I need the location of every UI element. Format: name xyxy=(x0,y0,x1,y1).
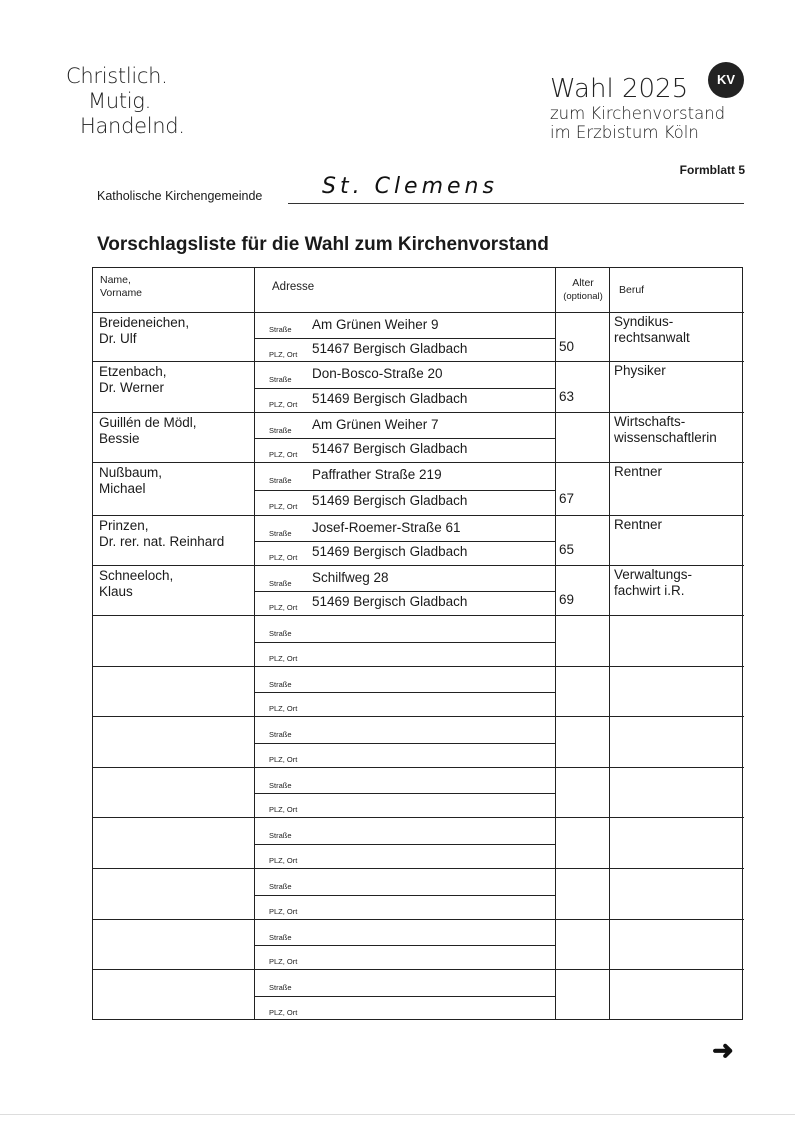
row-divider xyxy=(93,666,744,667)
candidate-job[interactable]: rechtsanwalt xyxy=(614,330,690,345)
city-label: PLZ, Ort xyxy=(269,400,298,409)
street-value[interactable]: Am Grünen Weiher 7 xyxy=(312,417,439,432)
street-label: Straße xyxy=(269,882,292,891)
slogan-line: Christlich. xyxy=(66,64,168,88)
form-number: Formblatt 5 xyxy=(679,163,745,177)
candidate-age[interactable]: 67 xyxy=(559,491,575,506)
candidate-age[interactable]: 69 xyxy=(559,592,575,607)
candidate-firstname[interactable]: Dr. Werner xyxy=(99,380,165,395)
city-value[interactable]: 51469 Bergisch Gladbach xyxy=(312,391,468,406)
election-title: Wahl 2025 xyxy=(550,74,689,104)
candidate-job[interactable]: Verwaltungs- xyxy=(614,567,693,582)
candidate-name[interactable]: Nußbaum, xyxy=(99,465,163,480)
street-label: Straße xyxy=(269,529,292,538)
address-divider xyxy=(254,692,555,693)
street-label: Straße xyxy=(269,933,292,942)
candidate-age[interactable]: 65 xyxy=(559,542,575,557)
street-label: Straße xyxy=(269,831,292,840)
header-name xyxy=(100,274,142,300)
street-value[interactable]: Schilfweg 28 xyxy=(312,570,389,585)
street-value[interactable]: Am Grünen Weiher 9 xyxy=(312,317,439,332)
city-value[interactable]: 51469 Bergisch Gladbach xyxy=(312,594,468,609)
header-name-line: Name, xyxy=(100,274,131,286)
candidate-firstname[interactable]: Bessie xyxy=(99,431,140,446)
city-label: PLZ, Ort xyxy=(269,502,298,511)
city-label: PLZ, Ort xyxy=(269,603,298,612)
address-divider xyxy=(254,490,555,491)
address-divider xyxy=(254,591,555,592)
election-logo xyxy=(550,74,725,142)
candidate-job[interactable]: Rentner xyxy=(614,517,663,532)
row-divider xyxy=(93,515,744,516)
header-name-line: Vorname xyxy=(100,287,143,299)
row-divider xyxy=(93,462,744,463)
row-divider xyxy=(93,716,744,717)
column-divider xyxy=(609,268,610,1019)
city-value[interactable]: 51469 Bergisch Gladbach xyxy=(312,544,468,559)
header-age-line: Alter xyxy=(572,277,594,289)
row-divider xyxy=(93,412,744,413)
street-label: Straße xyxy=(269,983,292,992)
header-age-line: (optional) xyxy=(563,291,603,302)
city-label: PLZ, Ort xyxy=(269,450,298,459)
city-label: PLZ, Ort xyxy=(269,1008,298,1017)
street-value[interactable]: Josef-Roemer-Straße 61 xyxy=(312,520,461,535)
city-label: PLZ, Ort xyxy=(269,805,298,814)
address-divider xyxy=(254,338,555,339)
candidate-job[interactable]: Wirtschafts- xyxy=(614,414,686,429)
header-age xyxy=(563,277,603,303)
street-label: Straße xyxy=(269,781,292,790)
row-divider xyxy=(93,565,744,566)
parish-label: Katholische Kirchengemeinde xyxy=(97,189,263,203)
parish-name-handwritten[interactable]: St. Clemens xyxy=(322,174,498,199)
row-divider xyxy=(93,615,744,616)
parish-underline xyxy=(288,203,744,204)
street-label: Straße xyxy=(269,730,292,739)
street-label: Straße xyxy=(269,579,292,588)
street-value[interactable]: Paffrather Straße 219 xyxy=(312,467,442,482)
candidate-firstname[interactable]: Dr. rer. nat. Reinhard xyxy=(99,534,225,549)
slogan-line: Handelnd. xyxy=(80,114,185,138)
row-divider xyxy=(93,919,744,920)
address-divider xyxy=(254,793,555,794)
slogan xyxy=(66,64,185,139)
city-label: PLZ, Ort xyxy=(269,856,298,865)
street-label: Straße xyxy=(269,680,292,689)
city-value[interactable]: 51467 Bergisch Gladbach xyxy=(312,441,468,456)
row-divider xyxy=(93,868,744,869)
page-title: Vorschlagsliste für die Wahl zum Kirchenvorstand xyxy=(97,234,549,255)
address-divider xyxy=(254,996,555,997)
kv-badge: KV xyxy=(708,62,744,98)
city-label: PLZ, Ort xyxy=(269,350,298,359)
row-divider xyxy=(93,969,744,970)
candidate-job[interactable]: Rentner xyxy=(614,464,663,479)
street-label: Straße xyxy=(269,325,292,334)
row-divider xyxy=(93,767,744,768)
candidate-name[interactable]: Etzenbach, xyxy=(99,364,167,379)
address-divider xyxy=(254,388,555,389)
candidate-name[interactable]: Prinzen, xyxy=(99,518,149,533)
candidate-age[interactable]: 50 xyxy=(559,339,575,354)
candidate-job[interactable]: wissenschaftlerin xyxy=(614,430,717,445)
election-subtitle: zum Kirchenvorstand xyxy=(550,104,726,123)
nomination-table xyxy=(92,267,743,1020)
city-label: PLZ, Ort xyxy=(269,654,298,663)
candidate-name[interactable]: Guillén de Mödl, xyxy=(99,415,197,430)
city-label: PLZ, Ort xyxy=(269,553,298,562)
row-divider xyxy=(93,817,744,818)
address-divider xyxy=(254,438,555,439)
candidate-age[interactable]: 63 xyxy=(559,389,575,404)
column-divider xyxy=(254,268,255,1019)
candidate-name[interactable]: Schneeloch, xyxy=(99,568,174,583)
header-address: Adresse xyxy=(272,281,315,293)
city-value[interactable]: 51467 Bergisch Gladbach xyxy=(312,341,468,356)
street-label: Straße xyxy=(269,476,292,485)
address-divider xyxy=(254,541,555,542)
candidate-name[interactable]: Breideneichen, xyxy=(99,315,190,330)
city-value[interactable]: 51469 Bergisch Gladbach xyxy=(312,493,468,508)
city-label: PLZ, Ort xyxy=(269,704,298,713)
column-divider xyxy=(555,268,556,1019)
candidate-firstname[interactable]: Michael xyxy=(99,481,146,496)
street-label: Straße xyxy=(269,375,292,384)
header-job: Beruf xyxy=(619,284,645,296)
slogan-line: Mutig. xyxy=(88,89,151,113)
row-divider xyxy=(93,361,744,362)
street-value[interactable]: Don-Bosco-Straße 20 xyxy=(312,366,443,381)
election-subtitle: im Erzbistum Köln xyxy=(550,123,699,142)
address-divider xyxy=(254,945,555,946)
address-divider xyxy=(254,844,555,845)
row-divider xyxy=(93,312,744,313)
city-label: PLZ, Ort xyxy=(269,755,298,764)
page-edge xyxy=(0,1114,795,1115)
street-label: Straße xyxy=(269,426,292,435)
address-divider xyxy=(254,642,555,643)
city-label: PLZ, Ort xyxy=(269,907,298,916)
candidate-job[interactable]: Physiker xyxy=(614,363,666,378)
next-page-arrow-icon[interactable]: ➜ xyxy=(712,1035,734,1065)
address-divider xyxy=(254,895,555,896)
candidate-job[interactable]: Syndikus- xyxy=(614,314,674,329)
candidate-job[interactable]: fachwirt i.R. xyxy=(614,583,685,598)
candidate-firstname[interactable]: Klaus xyxy=(99,584,133,599)
address-divider xyxy=(254,743,555,744)
street-label: Straße xyxy=(269,629,292,638)
candidate-firstname[interactable]: Dr. Ulf xyxy=(99,331,137,346)
city-label: PLZ, Ort xyxy=(269,957,298,966)
